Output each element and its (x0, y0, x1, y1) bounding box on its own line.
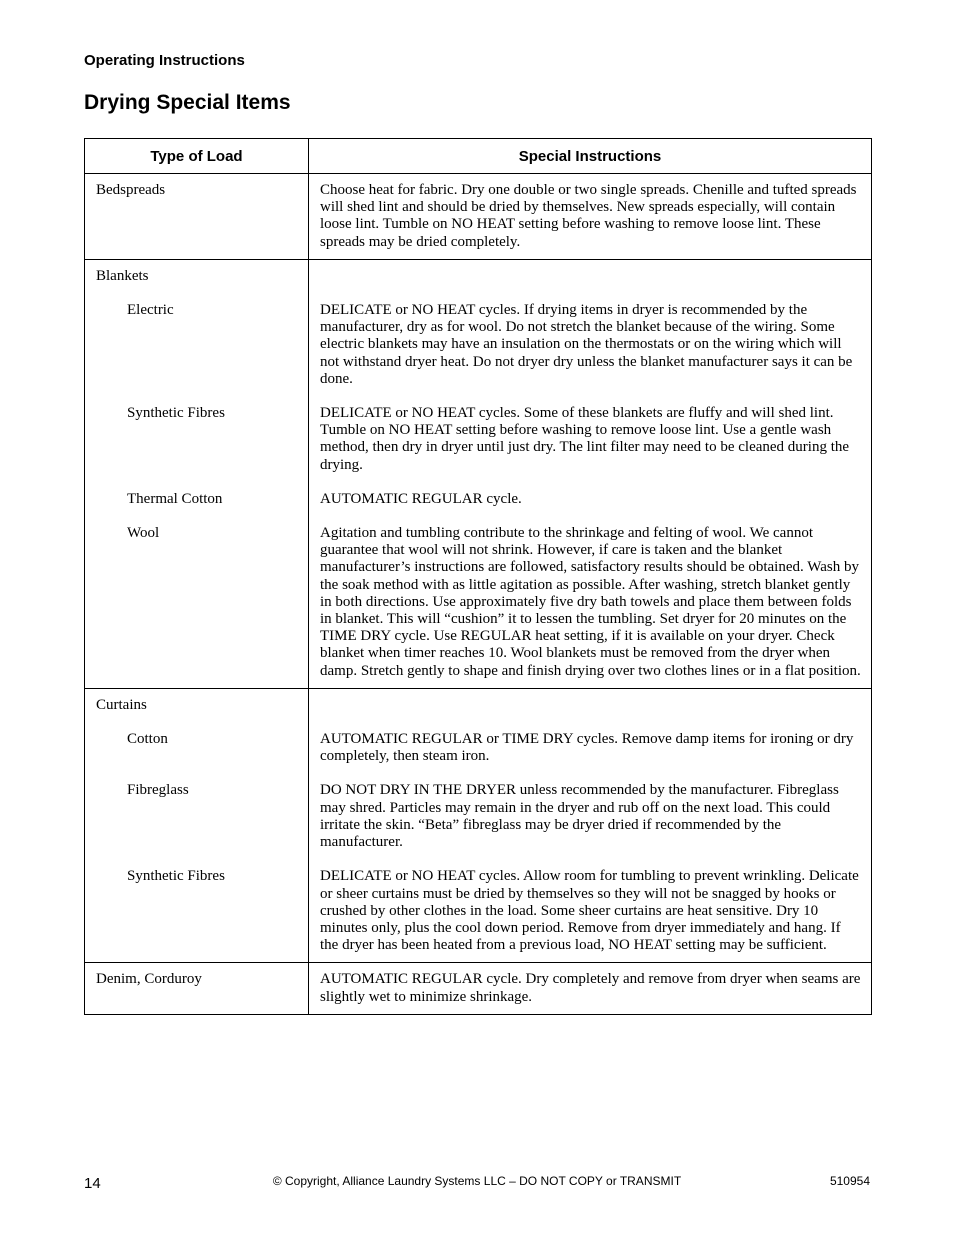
table-row (85, 731, 872, 782)
section-header: Operating Instructions (84, 52, 245, 69)
page-number: 14 (84, 1175, 101, 1192)
load-type: Bedspreads (96, 182, 166, 198)
column-header-special-instructions: Special Instructions (309, 139, 872, 174)
page-title: Drying Special Items (84, 91, 291, 114)
special-instructions: AUTOMATIC REGULAR cycle. (320, 490, 522, 507)
instructions-cell (309, 782, 872, 868)
special-instructions: DELICATE or NO HEAT cycles. If drying items in dryer is recommended by the manufacturer, dry as for wool. Do not stretch the blanket because of the wiring. Some electric blankets may have an insulation on the thermostats or on the wiring which will not withstand dryer heat. Do not dryer dry unless the blanket manufacturer says it can be done. (320, 302, 853, 387)
special-instructions: Agitation and tumbling contribute to the shrinkage and felting of wool. We cannot guarantee that wool will not shrink. However, if care is taken and the blanket manufacturer’s instructions are followed, satisfactory results should be obtained. Wash by the soak method with as little agitation as possible. After washing, stretch blanket gently in both directions. Use approximately five dry bath towels and place them between folds in blanket. This will “cushion” it to lessen the tumbling. Set dryer for 20 minutes on the TIME DRY cycle. Use REGULAR heat setting, if it is available on your dryer. Check blanket when timer reaches 10. Wool blankets must be removed from the dryer when damp. Stretch gently to shape and finish drying over two clothes lines or in a flat position. (320, 525, 861, 679)
special-instructions: AUTOMATIC REGULAR or TIME DRY cycles. Remove damp items for ironing or dry completely, then steam iron. (320, 731, 854, 765)
table-row (85, 174, 872, 260)
load-type: Electric (127, 302, 174, 319)
load-type-cell (85, 688, 309, 731)
instructions-cell (309, 259, 872, 302)
load-type: Thermal Cotton (127, 490, 223, 507)
load-type-cell (85, 259, 309, 302)
load-type: Synthetic Fibres (127, 405, 225, 422)
special-instructions: DELICATE or NO HEAT cycles. Allow room for tumbling to prevent wrinkling. Delicate or sheer curtains must be dried by themselves so they will not be snagged by hooks or crushed by other clothes in the load. Some sheer curtains are heat sensitive. Dry 10 minutes only, plus the cool down period. Remove from dryer immediately and hang. If the dryer has been heated from a previous load, NO HEAT setting may be sufficient. (320, 868, 859, 954)
load-type: Curtains (96, 696, 147, 713)
special-instructions: AUTOMATIC REGULAR cycle. Dry completely and remove from dryer when seams are slightly wet to minimize shrinkage. (320, 971, 861, 1005)
instructions-cell (309, 963, 872, 1014)
column-header-type-of-load: Type of Load (85, 139, 309, 174)
special-items-table (84, 138, 872, 1015)
load-type-cell (85, 405, 309, 491)
load-type: Fibreglass (127, 782, 189, 799)
table-body (85, 174, 872, 1015)
instructions-cell (309, 405, 872, 491)
table-row (85, 491, 872, 525)
document-number: 510954 (829, 1174, 870, 1188)
instructions-cell (309, 491, 872, 525)
table-row (85, 963, 872, 1014)
instructions-cell (309, 174, 872, 260)
table-row (85, 782, 872, 868)
load-type: Wool (127, 525, 160, 542)
table-row (85, 868, 872, 963)
special-instructions: DO NOT DRY IN THE DRYER unless recommended by the manufacturer. Fibreglass may shred. Particles may remain in the dryer and rub off on the next load. This could irritate the skin. “Beta” fibreglass may be dryer dried if recommended by the manufacturer. (320, 782, 839, 851)
load-type: Denim, Corduroy (96, 971, 202, 988)
table-row (85, 302, 872, 405)
instructions-cell (309, 688, 872, 731)
load-type-cell (85, 731, 309, 782)
load-type-cell (85, 963, 309, 1014)
load-type: Blankets (96, 267, 149, 284)
load-type-cell (85, 491, 309, 525)
table-row (85, 259, 872, 302)
table-row (85, 688, 872, 731)
load-type-cell (85, 302, 309, 405)
load-type-cell (85, 525, 309, 688)
instructions-cell (309, 868, 872, 963)
load-type-cell (85, 868, 309, 963)
table-row (85, 525, 872, 688)
special-instructions: DELICATE or NO HEAT cycles. Some of these blankets are fluffy and will shed lint. Tumble on NO HEAT setting before washing to remove loose lint. Use a gentle wash method, then dry in dryer until just dry. The lint filter may need to be cleaned during the drying. (320, 405, 850, 473)
table-row (85, 405, 872, 491)
load-type-cell (85, 782, 309, 868)
table-header-row (85, 139, 872, 174)
instructions-cell (309, 302, 872, 405)
load-type-cell (85, 174, 309, 260)
load-type: Cotton (127, 731, 168, 748)
special-instructions: Choose heat for fabric. Dry one double or two single spreads. Chenille and tufted spreads will shed lint and should be dried by themselves. New spreads especially, will contain loose lint. Tumble on NO HEAT setting before washing to remove loose lint. These spreads may be dried completely. (320, 182, 857, 250)
instructions-cell (309, 731, 872, 782)
copyright-notice: © Copyright, Alliance Laundry Systems LLC – DO NOT COPY or TRANSMIT (272, 1174, 682, 1188)
instructions-cell (309, 525, 872, 688)
load-type: Synthetic Fibres (127, 868, 225, 885)
